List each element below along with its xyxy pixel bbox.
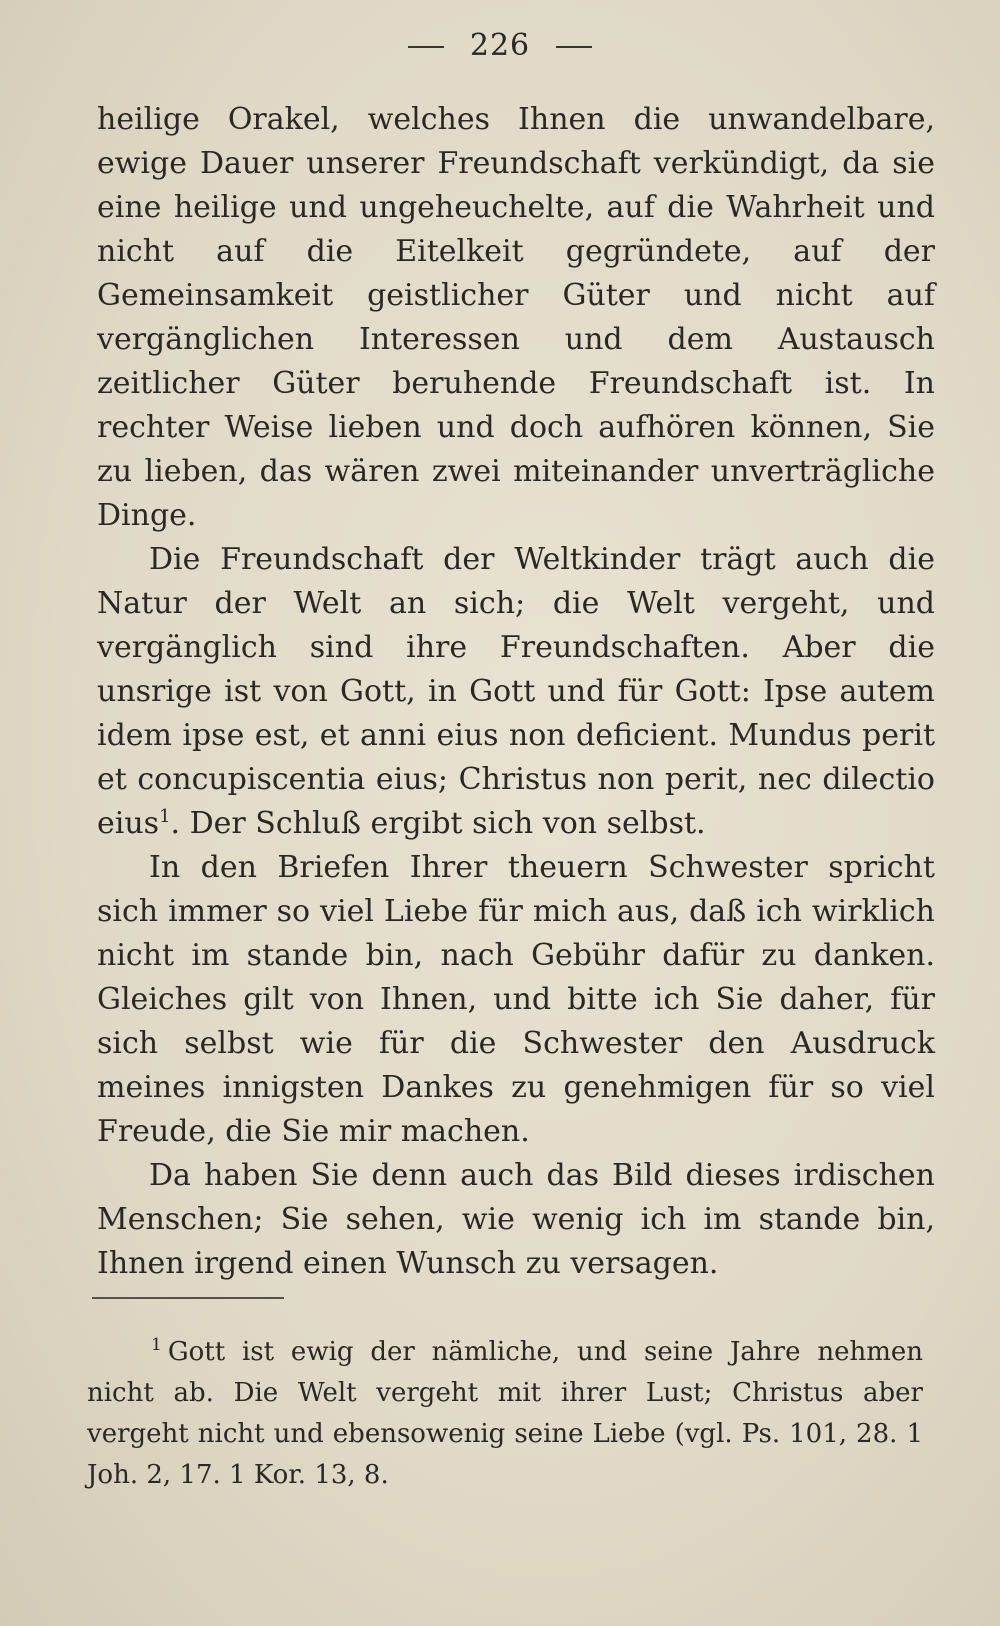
footnote-separator bbox=[92, 1297, 284, 1299]
footnote-marker: 1 bbox=[151, 1335, 162, 1356]
paragraph-2-text: Die Freundschaft der Weltkinder trägt auch die Natur der Welt an sich; die Welt vergeht, und vergänglich sind ihre Freundschaften. Aber die unsrige ist von Gott, in Gott und für Gott: Ipse autem idem ipse est, et anni eius non deficient. Mundus perit et concupiscentia eius; Christus non perit, nec dilectio eius bbox=[97, 542, 935, 841]
paragraph-3: In den Briefen Ihrer theuern Schwester spricht sich immer so viel Liebe für mich aus, daß ich wirklich nicht im stande bin, nach Gebühr dafür zu danken. Gleiches gilt von Ihnen, und bitte ich Sie daher, für sich selbst wie für die Schwester den Ausdruck meines innigsten Dankes zu genehmigen für so viel Freude, die Sie mir machen. bbox=[97, 850, 935, 1149]
page-number bbox=[0, 28, 1000, 63]
paragraph-4: Da haben Sie denn auch das Bild dieses irdischen Menschen; Sie sehen, wie wenig ich im stande bin, Ihnen irgend einen Wunsch zu versagen. bbox=[97, 1158, 935, 1281]
paragraph-1: heilige Orakel, welches Ihnen die unwandelbare, ewige Dauer unserer Freundschaft verkündigt, da sie eine heilige und ungeheuchelte, auf die Wahrheit und nicht auf die Eitelkeit gegründete, auf der Gemeinsamkeit geistlicher Güter und nicht auf vergänglichen Interessen und dem Austausch zeitlicher Güter beruhende Freundschaft ist. In rechter Weise lieben und doch aufhören können, Sie zu lieben, das wären zwei miteinander unverträgliche Dinge. bbox=[97, 102, 935, 533]
paragraph-2 bbox=[97, 538, 935, 846]
footnote-reference: 1 bbox=[159, 806, 171, 827]
left-dash bbox=[408, 46, 444, 48]
paragraph-2-tail: . Der Schluß ergibt sich von selbst. bbox=[170, 806, 706, 841]
right-dash bbox=[556, 46, 592, 48]
main-text bbox=[97, 98, 935, 1286]
footnote-paragraph bbox=[87, 1332, 923, 1496]
footnote bbox=[87, 1332, 923, 1496]
page-number-text: 226 bbox=[469, 28, 531, 63]
footnote-text: Gott ist ewig der nämliche, und seine Jahre nehmen nicht ab. Die Welt vergeht mit ihrer Lust; Christus aber vergeht nicht und ebensowenig seine Liebe (vgl. Ps. 101, 28. 1 Joh. 2, 17. 1 Kor. 13, 8. bbox=[87, 1337, 923, 1490]
